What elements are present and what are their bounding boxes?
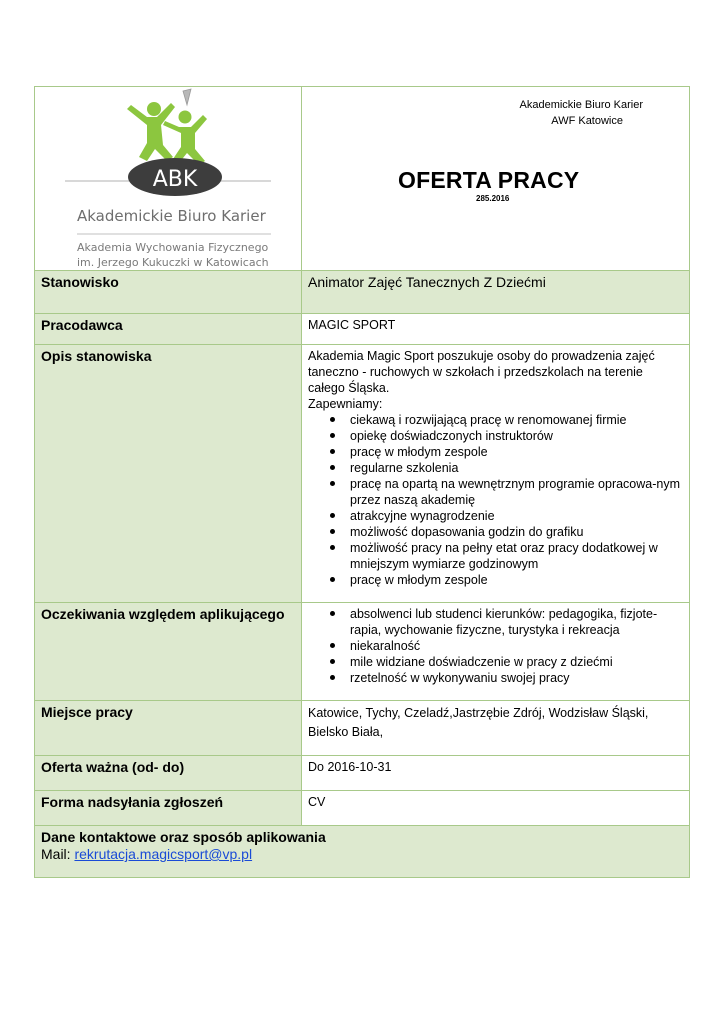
contact-cell bbox=[35, 826, 690, 878]
submission-value: CV bbox=[302, 791, 690, 826]
badge-text: ABK bbox=[152, 167, 198, 192]
description-value bbox=[302, 345, 690, 603]
description-bullets bbox=[308, 412, 683, 588]
employer-value: MAGIC SPORT bbox=[302, 314, 690, 345]
offer-number: 285.2016 bbox=[476, 194, 510, 203]
row-location bbox=[35, 701, 690, 756]
row-description bbox=[35, 345, 690, 603]
expectations-label: Oczekiwania względem aplikującego bbox=[35, 603, 302, 701]
logo-name: Akademickie Biuro Karier bbox=[77, 207, 266, 225]
list-item: rzetelność w wykonywaniu swojej pracy bbox=[350, 670, 683, 686]
list-item: pracę w młodym zespole bbox=[350, 444, 683, 460]
contact-label: Dane kontaktowe oraz sposób aplikowania bbox=[41, 829, 326, 845]
offer-table bbox=[34, 86, 690, 878]
expectations-bullets bbox=[308, 606, 683, 686]
row-contact bbox=[35, 826, 690, 878]
email-link[interactable]: rekrutacja.magicsport@vp.pl bbox=[74, 846, 253, 862]
location-value: Katowice, Tychy, Czeladź,Jastrzębie Zdrój, Wodzisław Śląski, Bielsko Biała, bbox=[302, 701, 690, 756]
kite-icon bbox=[183, 89, 191, 105]
list-item: pracę na opartą na wewnętrznym programie opracowa-nym przez naszą akademię bbox=[350, 476, 683, 508]
employer-label: Pracodawca bbox=[35, 314, 302, 345]
page-title: OFERTA PRACY bbox=[398, 167, 580, 193]
list-item: mile widziane doświadczenie w pracy z dziećmi bbox=[350, 654, 683, 670]
position-label: Stanowisko bbox=[35, 271, 302, 314]
location-label: Miejsce pracy bbox=[35, 701, 302, 756]
list-item: regularne szkolenia bbox=[350, 460, 683, 476]
logo-cell bbox=[35, 87, 302, 271]
description-label: Opis stanowiska bbox=[35, 345, 302, 603]
validity-value: Do 2016-10-31 bbox=[302, 756, 690, 791]
list-item: możliwość pracy na pełny etat oraz pracy dodatkowej w mniejszym wymiarze godzinowym bbox=[350, 540, 683, 572]
list-item: niekaralność bbox=[350, 638, 683, 654]
abk-logo bbox=[35, 87, 301, 270]
logo-subtitle-2: im. Jerzego Kukuczki w Katowicach bbox=[77, 256, 269, 269]
org-line-2: AWF Katowice bbox=[551, 115, 623, 127]
org-line-1: Akademickie Biuro Karier bbox=[519, 99, 643, 111]
list-item: atrakcyjne wynagrodzenie bbox=[350, 508, 683, 524]
list-item: pracę w młodym zespole bbox=[350, 572, 683, 588]
description-intro: Akademia Magic Sport poszukuje osoby do prowadzenia zajęć taneczno - ruchowych w szkołach i przedszkolach na terenie całego Śląska. bbox=[308, 349, 655, 395]
row-validity bbox=[35, 756, 690, 791]
row-submission bbox=[35, 791, 690, 826]
mail-prefix: Mail: bbox=[41, 846, 75, 862]
position-value: Animator Zajęć Tanecznych Z Dziećmi bbox=[302, 271, 690, 314]
list-item: opiekę doświadczonych instruktorów bbox=[350, 428, 683, 444]
validity-label: Oferta ważna (od- do) bbox=[35, 756, 302, 791]
expectations-value bbox=[302, 603, 690, 701]
submission-label: Forma nadsyłania zgłoszeń bbox=[35, 791, 302, 826]
row-position bbox=[35, 271, 690, 314]
header-cell bbox=[302, 87, 690, 271]
contact-mail-line bbox=[41, 846, 683, 863]
jumping-figures-icon bbox=[127, 102, 207, 165]
description-offer-head: Zapewniamy: bbox=[308, 397, 383, 411]
list-item: możliwość dopasowania godzin do grafiku bbox=[350, 524, 683, 540]
list-item: ciekawą i rozwijającą pracę w renomowanej firmie bbox=[350, 412, 683, 428]
logo-subtitle-1: Akademia Wychowania Fizycznego bbox=[77, 241, 269, 254]
list-item: absolwenci lub studenci kierunków: pedagogika, fizjote-rapia, wychowanie fizyczne, turystyka i rekreacja bbox=[350, 606, 683, 638]
row-employer bbox=[35, 314, 690, 345]
row-expectations bbox=[35, 603, 690, 701]
